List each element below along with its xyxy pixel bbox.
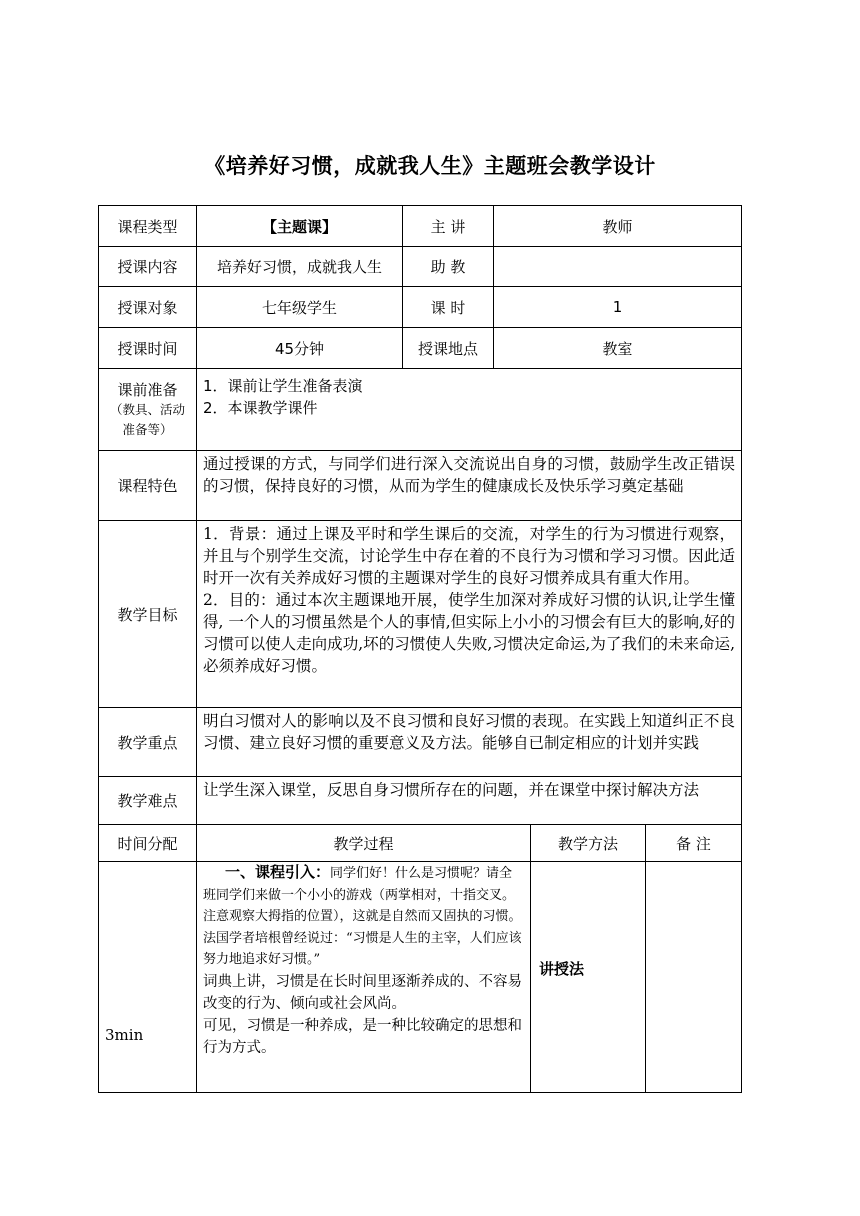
prep-item-2: 2．本课教学课件 xyxy=(203,399,318,417)
feature-text: 通过授课的方式，与同学们进行深入交流说出自身的习惯，鼓励学生改正错误的习惯，保持良好的习惯，从而为学生的健康成长及快乐学习奠定基础 xyxy=(197,451,742,520)
assistant-label: 助 教 xyxy=(403,247,494,286)
prep-item-1: 1．课前让学生准备表演 xyxy=(203,377,363,395)
method-header: 教学方法 xyxy=(531,825,646,861)
prep-content xyxy=(197,369,742,450)
lesson-plan-table xyxy=(98,205,742,1093)
process-time-header: 时间分配 xyxy=(99,825,197,861)
process-method: 讲授法 xyxy=(539,960,585,978)
audience-label: 授课对象 xyxy=(99,287,197,327)
intro-heading: 一、课程引入： xyxy=(225,863,331,881)
intro-text: 同学们好！什么是习惯呢？请全班同学们来做一个小小的游戏（两掌相对，十指交叉。注意观察大拇指的位置），这就是自然而又固执的习惯。法国学者培根曾经说过：“习惯是人生的主宰，人们应该努力地追求好习惯。” xyxy=(203,866,522,967)
process-method-cell xyxy=(531,862,646,1092)
process-time-cell xyxy=(99,862,197,1092)
lecturer-value: 教师 xyxy=(494,206,742,246)
table-row xyxy=(98,327,742,368)
time-label: 授课时间 xyxy=(99,328,197,368)
hours-label: 课 时 xyxy=(403,287,494,327)
feature-label: 课程特色 xyxy=(99,451,197,520)
goal-background: 1．背景：通过上课及平时和学生课后的交流，对学生的行为习惯进行观察，并且与个别学生交流，讨论学生中存在着的不良行为习惯和学习习惯。因此适时开一次有关养成好习惯的主题课对学生的良好习惯养成具有重大作用。 xyxy=(203,525,735,587)
goal-purpose: 2．目的：通过本次主题课地开展，使学生加深对养成好习惯的认识,让学生懂得, 一个人的习惯虽然是个人的事情,但实际上小小的习惯会有巨大的影响,好的习惯可以使人走向成功,坏的习惯使人失败,习惯决定命运,为了我们的未来命运,必须养成好习惯。 xyxy=(203,591,735,675)
table-row xyxy=(98,286,742,327)
place-label: 授课地点 xyxy=(403,328,494,368)
lecturer-label: 主 讲 xyxy=(403,206,494,246)
hours-value: 1 xyxy=(494,287,742,327)
intro-para-3: 可见，习惯是一种养成，是一种比较确定的思想和行为方式。 xyxy=(203,1017,522,1056)
time-value: 45分钟 xyxy=(197,328,403,368)
key-label: 教学重点 xyxy=(99,708,197,776)
difficulty-label: 教学难点 xyxy=(99,777,197,824)
table-row xyxy=(98,824,742,861)
process-time: 3min xyxy=(105,1026,144,1044)
difficulty-text: 让学生深入课堂，反思自身习惯所存在的问题，并在课堂中探讨解决方法 xyxy=(197,777,742,824)
assistant-value xyxy=(494,247,742,286)
place-value: 教室 xyxy=(494,328,742,368)
goal-content xyxy=(197,521,742,707)
prep-label: 课前准备 xyxy=(117,381,178,399)
audience-value: 七年级学生 xyxy=(197,287,403,327)
intro-para-2: 词典上讲，习惯是在长时间里逐渐养成的、不容易改变的行为、倾向或社会风尚。 xyxy=(203,973,522,1012)
goal-label: 教学目标 xyxy=(99,521,197,707)
content-label: 授课内容 xyxy=(99,247,197,286)
table-row xyxy=(98,205,742,246)
prep-sublabel: （教具、活动准备等） xyxy=(109,402,185,437)
table-row xyxy=(98,450,742,520)
page-title: 《培养好习惯，成就我人生》主题班会教学设计 xyxy=(204,154,656,178)
table-row xyxy=(98,368,742,450)
process-content xyxy=(197,862,531,1092)
table-row xyxy=(98,520,742,707)
course-type-label: 课程类型 xyxy=(99,206,197,246)
process-header: 教学过程 xyxy=(197,825,531,861)
note-header: 备 注 xyxy=(646,825,742,861)
course-type-value: 【主题课】 xyxy=(197,206,403,246)
table-row xyxy=(98,246,742,286)
table-row xyxy=(98,707,742,776)
key-text: 明白习惯对人的影响以及不良习惯和良好习惯的表现。在实践上知道纠正不良习惯、建立良好习惯的重要意义及方法。能够自已制定相应的计划并实践 xyxy=(197,708,742,776)
content-value: 培养好习惯，成就我人生 xyxy=(197,247,403,286)
table-row xyxy=(98,776,742,824)
table-row xyxy=(98,861,742,1093)
prep-label-cell xyxy=(99,369,197,450)
process-note xyxy=(646,862,742,1092)
